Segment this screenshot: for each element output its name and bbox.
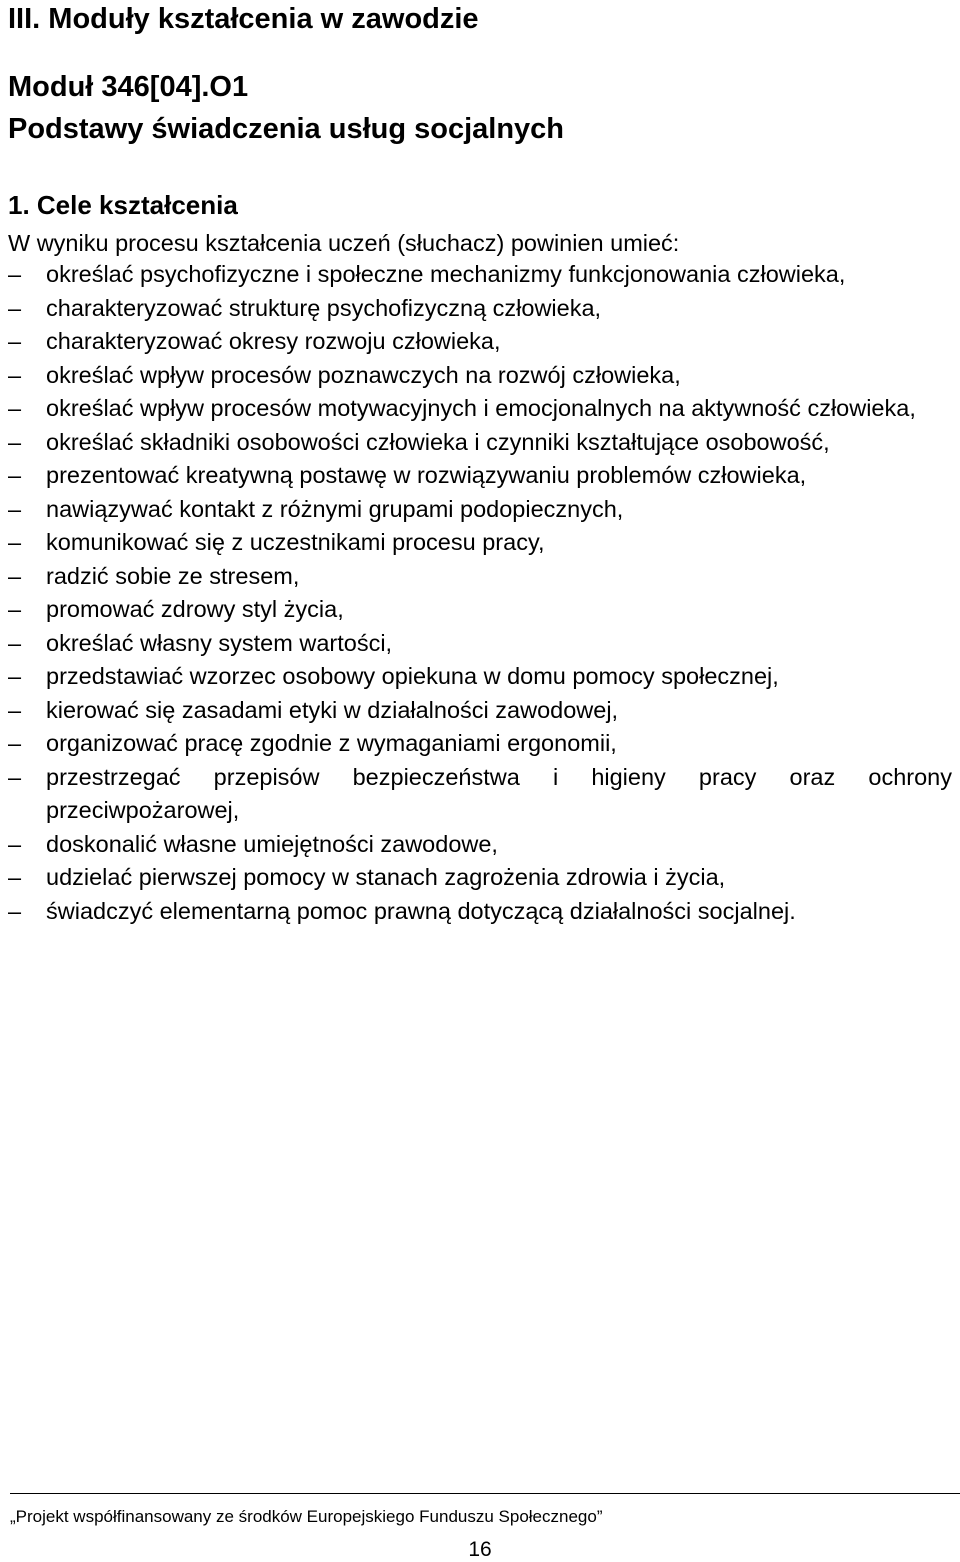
goal-text: charakteryzować strukturę psychofizyczną człowieka, (46, 294, 602, 321)
dash-bullet: – (8, 763, 22, 790)
footer-divider (10, 1493, 960, 1494)
module-code-heading: Moduł 346[04].O1 (8, 71, 249, 103)
goal-text: kierować się zasadami etyki w działalności zawodowej, (46, 696, 619, 723)
dash-bullet: – (8, 696, 22, 723)
goal-item (0, 426, 960, 460)
dash-bullet: – (8, 395, 22, 421)
section-intro: W wyniku procesu kształcenia uczeń (słuchacz) powinien umieć: (8, 230, 680, 256)
goal-text: doskonalić własne umiejętności zawodowe, (46, 830, 498, 857)
goal-item (0, 593, 960, 627)
goal-item (0, 828, 960, 862)
goal-text: świadczyć elementarną pomoc prawną dotyczącą działalności socjalnej. (46, 897, 796, 924)
dash-bullet: – (8, 730, 22, 756)
goal-item (0, 459, 960, 493)
section-heading: 1. Cele kształcenia (8, 190, 238, 220)
goal-text: określać wpływ procesów poznawczych na rozwój człowieka, (46, 361, 681, 388)
dash-bullet: – (8, 629, 22, 656)
dash-bullet: – (8, 562, 22, 589)
goal-text: określać psychofizyczne i społeczne mechanizmy funkcjonowania człowieka, (46, 261, 846, 287)
dash-bullet: – (8, 495, 22, 522)
goal-item (0, 627, 960, 661)
dash-bullet: – (8, 428, 22, 455)
goal-item (0, 560, 960, 594)
goal-item (0, 861, 960, 895)
goal-item (0, 359, 960, 393)
page-number: 16 (468, 1538, 492, 1561)
goal-text: przestrzegać przepisów bezpieczeństwa i higieny pracy oraz ochrony przeciwpożarowej, (46, 763, 952, 823)
goal-text: promować zdrowy styl życia, (46, 596, 344, 622)
dash-bullet: – (8, 864, 22, 890)
goal-text: radzić sobie ze stresem, (46, 562, 300, 589)
dash-bullet: – (8, 596, 22, 622)
goal-item (0, 526, 960, 560)
goal-text: przedstawiać wzorzec osobowy opiekuna w domu pomocy społecznej, (46, 663, 779, 689)
dash-bullet: – (8, 529, 22, 555)
chapter-heading: III. Moduły kształcenia w zawodzie (8, 3, 479, 35)
goal-item (0, 258, 960, 292)
goal-item (0, 493, 960, 527)
goal-text: charakteryzować okresy rozwoju człowieka, (46, 328, 501, 354)
goal-item (0, 660, 960, 694)
dash-bullet: – (8, 328, 22, 354)
goal-text: określać wpływ procesów motywacyjnych i emocjonalnych na aktywność człowieka, (46, 395, 916, 421)
goal-text: nawiązywać kontakt z różnymi grupami podopiecznych, (46, 495, 624, 522)
footer-funding-note: „Projekt współfinansowany ze środków Europejskiego Funduszu Społecznego” (10, 1507, 603, 1526)
dash-bullet: – (8, 261, 22, 287)
goal-item (0, 694, 960, 728)
goal-item (0, 895, 960, 929)
module-title-heading: Podstawy świadczenia usług socjalnych (8, 113, 565, 145)
goal-text: organizować pracę zgodnie z wymaganiami ergonomii, (46, 730, 617, 756)
dash-bullet: – (8, 897, 22, 924)
goals-list (0, 258, 960, 928)
dash-bullet: – (8, 294, 22, 321)
dash-bullet: – (8, 361, 22, 388)
goal-text: określać składniki osobowości człowieka i czynniki kształtujące osobowość, (46, 428, 830, 455)
goal-text: prezentować kreatywną postawę w rozwiązywaniu problemów człowieka, (46, 462, 807, 488)
goal-text: komunikować się z uczestnikami procesu pracy, (46, 529, 545, 555)
dash-bullet: – (8, 663, 22, 689)
goal-text: określać własny system wartości, (46, 629, 393, 656)
goal-item (0, 727, 960, 761)
goal-item (0, 761, 960, 828)
dash-bullet: – (8, 462, 22, 488)
dash-bullet: – (8, 830, 22, 857)
goal-item (0, 292, 960, 326)
goal-item (0, 392, 960, 426)
goal-item (0, 325, 960, 359)
goal-text: udzielać pierwszej pomocy w stanach zagrożenia zdrowia i życia, (46, 864, 726, 890)
